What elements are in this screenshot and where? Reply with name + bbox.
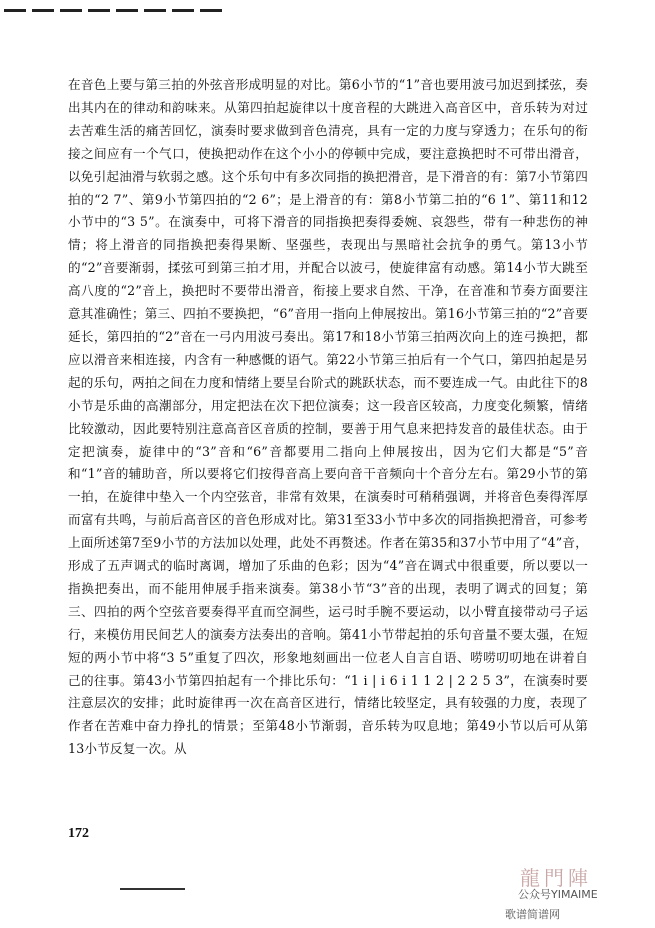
- watermark-account: 公众号YIMAIME: [518, 888, 598, 901]
- body-paragraph: 在音色上要与第三拍的外弦音形成明显的对比。第6小节的“1”音也要用波弓加迟到揉弦，奏出其内在的律动和韵味来。从第四拍起旋律以十度音程的大跳进入高音区中，音乐转为对过去苦难生活的痛苦回忆，演奏时要求做到音色清亮，具有一定的力度与穿透力；在乐句的衔接之间应有一个气口，使换把动作在这个小小的停顿中完成，要注意换把时不可带出滑音，以免引起油滑与软弱之感。这个乐句中有多次同指的换把滑音，是下滑音的有：第7小节第四拍的“2 7”、第9小节第四拍的“2 6”；是上滑音的有：第8小节第二拍的“6 1”、第11和12小节中的“3 5”。在演奏中，可将下滑音的同指换把奏得委婉、哀怨些，带有一种悲伤的神情；将上滑音的同指换把奏得果断、坚强些，表现出与黑暗社会抗争的勇气。第13小节的“2”音要渐弱，揉弦可到第三拍才用，并配合以波弓，使旋律富有动感。第14小节大跳至高八度的“2”音上，换把时不要带出滑音，衔接上要求自然、干净，在音准和节奏方面要注意其准确性；第三、四拍不要换把，“6”音用一指向上伸展按出。第16小节第三拍的“2”音要延长，第四拍的“2”音在一弓内用波弓奏出。第17和18小节第三拍两次向上的连弓换把，都应以滑音来相连接，内含有一种感慨的语气。第22小节第三拍后有一个气口，第四拍起是另起的乐句，两拍之间在力度和情绪上要呈台阶式的跳跃状态，而不要连成一气。由此往下的8小节是乐曲的高潮部分，用定把法在次下把位演奏；这一段音区较高，力度变化频繁，情绪比较激动，因此要特别注意高音区音质的控制，要善于用气息来把持发音的最佳状态。由于定把演奏，旋律中的“3”音和“6”音都要用二指向上伸展按出，因为它们大都是“5”音和“1”音的辅助音，所以要将它们按得音高上要向音干音频向十个音分左右。第29小节的第一拍，在旋律中垫入一个内空弦音，非常有效果，在演奏时可稍稍强调，并将音色奏得浑厚而富有共鸣，与前后高音区的音色形成对比。第31至33小节中多次的同指换把滑音，可参考上面所述第7至9小节的方法加以处理，此处不再赘述。作者在第35和37小节中用了“4”音，形成了五声调式的临时离调，增加了乐曲的色彩；因为“4”音在调式中很重要，所以要以一指换把奏出，而不能用伸展手指来演奏。第38小节“3”音的出现，表明了调式的回复；第三、四拍的两个空弦音要奏得平直而空洞些，运弓时手腕不要运动，以小臂直接带动弓子运行，来模仿用民间艺人的演奏方法奏出的音响。第41小节带起拍的乐句音量不要太强，在短短的两小节中将“3 5”重复了四次，形象地刻画出一位老人自言自语、唠唠叨叨地在讲着自己的往事。第43小节第四拍起有一个排比乐句：“1 i | i 6 i 1 1 2 | 2 2 5 3”，在演奏时要注意层次的安排；此时旋律再一次在高音区进行，情绪比较坚定，具有较强的力度，表现了作者在苦难中奋力挣扎的情景；至第48小节渐弱，音乐转为叹息地；第49小节以后可从第13小节反复一次。从: [68, 77, 588, 757]
- page-number: 172: [68, 826, 89, 841]
- watermark-site: 歌谱简谱网: [505, 908, 560, 921]
- body-text-block: [68, 74, 588, 761]
- footer-rule: [120, 888, 185, 890]
- watermark-logo: 龍門陣: [520, 866, 592, 890]
- top-edge-marks: [0, 0, 655, 22]
